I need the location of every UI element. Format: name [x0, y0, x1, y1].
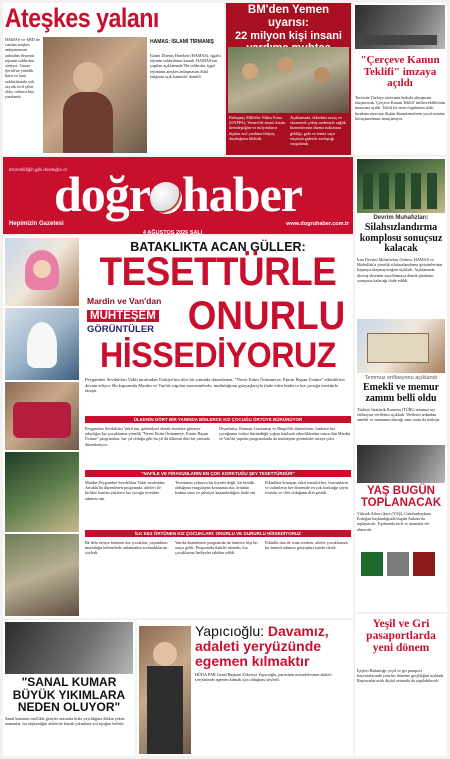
- main-col-b3: Etkinlikte konuşan vakıf temsilcileri, firavunların ve zalimlerin her dönemde en çok korktuğu şeyin tesettür ve iffet olduğunu dile getirdi.: [265, 480, 348, 496]
- top-left-story: [3, 3, 224, 155]
- main-photo-5: [5, 534, 79, 616]
- logo-globe-icon: [150, 182, 182, 214]
- yas-headline-1[interactable]: YAŞ BUGÜN: [367, 485, 435, 497]
- logo-pre: doğr: [54, 166, 150, 222]
- devrim-caption: Devrim Muhafızları:: [373, 215, 429, 221]
- main-headline-2[interactable]: ONURLU: [187, 294, 346, 338]
- top-left-sidebar-text: HAMAS ve ABD ile varılan ateşkes anlaşmasının ardından Siyonist rejimin saldırıları sürüyor. Gazze Şeridi'ne yönelik hava ve kara saldırılarında çok sayıda sivil şehit oldu, onlarca kişi yaralandı.: [5, 37, 41, 100]
- right-column: [355, 157, 447, 612]
- top-right-story: [353, 3, 447, 155]
- bottom-left-headline[interactable]: "SANAL KUMAR BÜYÜK YIKIMLARA NEDEN OLUYOR": [12, 675, 126, 714]
- main-col-a2: Diyarbakır, Batman, Gaziantep ve Bingöl'de düzenlenen, binlerce kız çocuğunun örtüye büründüğü yoğun katılımlı etkinliklerden sonra dün Mardin ve Van'da yapılan programlarda da muhteşem görüntüler ortaya çıktı.: [219, 426, 351, 442]
- main-subhead-1: ÜLKENİN DÖRT BİR YANINDA BİNLERCE KIZ ÇOCUĞU ÖRTÜYE BÜRÜNÜYOR: [85, 416, 351, 423]
- main-kicker: BATAKLIKTA ACAN GÜLLER:: [130, 240, 306, 254]
- yas-text: Yüksek Askeri Şura (YAŞ), Cumhurbaşkanı Erdoğan başkanlığında bugün Ankara'da toplanacak. Toplantıda terfi ve atamalar ele alınacak.: [357, 511, 431, 532]
- top-mid-headline-1[interactable]: BM'den Yemen uyarısı:: [247, 4, 330, 29]
- top-mid-headline-2[interactable]: 22 milyon kişi insani: [235, 30, 342, 42]
- devrim-photo: [357, 159, 445, 213]
- main-badge-2: MUHTEŞEM: [87, 310, 159, 322]
- bottom-mid-headline-2: adaleti yeryüzünde egemen kılmaktır: [195, 638, 322, 669]
- bottom-mid-text: HÜDA PAR Genel Başkanı Zekeriya Yapıcıoğlu, partisinin mücadelesinin adaleti yeryüzünde egemen kılmak için olduğunu söyledi.: [195, 672, 332, 683]
- emekli-kicker: Temmuz enflasyonu açıklandı: [364, 375, 438, 381]
- main-headline-3[interactable]: HİSSEDİYORUZ: [99, 336, 337, 375]
- top-mid-story: [226, 3, 351, 155]
- main-story: [3, 236, 353, 618]
- yas-photo: [357, 445, 445, 483]
- yas-headline-2[interactable]: TOPLANACAK: [360, 497, 442, 509]
- top-right-text: Terörsüz Türkiye sürecinin hukuki altyapısını oluşturacak 'Çerçeve Kanun Teklifi' milletvekillerinin imzasına açıldı. Teklif ile terör örgütünün silah bırakma sürecine ilişkin düzenlemelerin yasal zemine kavuşturulması amaçlanıyor.: [355, 95, 445, 121]
- bottom-mid-headline[interactable]: [195, 624, 351, 669]
- main-col-a1: Peygamber Sevdalıları Vakfı'nın, geleneksel olarak tesettüre girmeye adaylığın kız çocuklarına yönelik "Nevet Ettim Örtünmeye, Emrin Başım Üstüne" programları, her yıl olduğu gibi bu yıl da ülkenin dört bir yanında düzenleniyor.: [85, 426, 210, 447]
- main-col-c3: Etkinlik dua ile sona ererken, aileler çocuklarının bu önemli adımını gözyaşları içinde izledi.: [265, 540, 348, 551]
- bottom-mid-story: [137, 620, 353, 756]
- main-headline-1[interactable]: TESETTÜRLE: [99, 250, 337, 294]
- devrim-headline[interactable]: Silahsızlandırma komplosu sonuçsuz kalacak: [359, 222, 443, 254]
- top-left-caption-text: İslami Direniş Hareketi (HAMAS), işgalci rejimin saldırılarını kınadı. HAMAS'tan yapılan açıklamada 'Bu saldırılar, işgal rejiminin ateşkes anlaşmasını ihlal ettiğinin açık kanıtıdır' denildi.: [150, 53, 222, 79]
- main-col-c1: İlk defa örtüye bürünen kız çocukları, yaşadıkları mutluluğu kelimelerle anlatmakta zorlandıklarını söyledi.: [85, 540, 168, 556]
- top-left-caption-title: HAMAS: İSLAMİ TİRMANIŞ: [150, 39, 214, 45]
- main-col-b1: Mardin Peygamber Sevdalıları Vakfı tarafından Artuklu'da düzenlenen programda, aileleri ile birlikte katılan yüzlerce kız çocuğu tesettüre adımını attı.: [85, 480, 165, 501]
- emekli-headline[interactable]: Emekli ve memur zammı belli oldu: [362, 382, 440, 404]
- emekli-photo: [357, 319, 445, 373]
- top-left-photo: [43, 37, 147, 153]
- masthead-slogan: Emredildiğin gibi dosdoğru ol: [9, 167, 67, 172]
- masthead: [3, 157, 353, 234]
- pasaport-photo: [357, 549, 445, 579]
- main-subhead-3: İLK KEZ ÖRTÜNEN KIZ ÇOCUKLARI: ONURLU VE GURURLU HİSSEDİYORUZ: [85, 530, 351, 537]
- bottom-mid-photo: [139, 626, 191, 754]
- main-subhead-2: "NAFİLE VE FİRAVUNLARIN EN ÇOK KORKTUĞU ŞEY TESETTÜRDÜR": [85, 470, 351, 477]
- bottom-left-story: [3, 620, 135, 756]
- main-badge-1: Mardin ve Van'dan: [87, 296, 162, 306]
- masthead-logo[interactable]: [9, 166, 347, 222]
- top-right-photo: [355, 5, 445, 49]
- main-badge-3: GÖRÜNTÜLER: [87, 324, 155, 335]
- main-col-c2: Van'da düzenlenen programda da binlerce kişi bir araya geldi. Programda ilahiler okundu, kız çocuklarına hediyeler takdim edildi.: [175, 540, 258, 556]
- top-right-headline[interactable]: "Çerçeve Kanun Teklifi" imzaya açıldı: [360, 54, 440, 89]
- masthead-website[interactable]: www.dogruhaber.com.tr: [286, 221, 349, 227]
- top-mid-photo: [228, 47, 349, 113]
- emekli-text: Türkiye İstatistik Kurumu (TÜİK) temmuz ayı enflasyon verilerini açıkladı. Verilerin ardından emekli ve memurun alacağı zam oranı da netleşti.: [357, 407, 441, 423]
- bottom-left-photo: [5, 622, 133, 674]
- devrim-text: İran Devrim Muhafızları Ordusu, HAMAS ve Hizbullah'a yönelik silahsızlandırma girişimlerinin başarıya ulaşmayacağını açıkladı. Açıklamada direniş eksenini zayıflatmaya dönük planların sonuçsuz kalacağı ifade edildi.: [357, 257, 443, 283]
- logo-post: haber: [182, 166, 302, 222]
- main-lead: Peygamber Sevdalıları Vakfı tarafından Türkiye'nin dört bir yanında düzenlenen, "Nevet Ettim Örtünmeye, Emrin Başım Üstüne" etkinlikleri devam ediyor. Bu kapsamda Mardin ve Van'da yapılan merasimlerde, mutluluğunu gözyaşlarıyla ifade eden binlerce kız çocuğu tesettürle tanıştı.: [85, 377, 345, 394]
- top-mid-caption-left: Birleşmiş Milletler Nüfus Fonu (UNFPA), Yemen'de insani krizin derinleştiğini ve milyonlarca kişinin acil yardıma ihtiyaç duyduğunu bildirdi.: [229, 115, 286, 141]
- masthead-date: 4 AĞUSTOS 2026 SALI: [143, 230, 203, 236]
- main-photo-strip: [3, 236, 81, 618]
- main-photo-3: [5, 382, 79, 450]
- main-photo-4: [5, 452, 79, 532]
- main-col-b2: Tesettürün yalnızca bir kıyafet değil, bir kimlik olduğunu vurgulayan konuşmacılar, örtünün kadına onur ve şahsiyet kazandırdığını ifade etti.: [175, 480, 257, 496]
- main-photo-2: [5, 308, 79, 380]
- bottom-mid-label: Yapıcıoğlu:: [195, 623, 265, 639]
- pasaport-headline[interactable]: Yeşil ve Gri pasaportlarda yeni dönem: [366, 618, 436, 654]
- bottom-mid-headline-1: Davamız,: [267, 623, 329, 639]
- top-left-headline[interactable]: Ateşkes yalanı: [4, 3, 159, 33]
- masthead-bar: [143, 221, 353, 236]
- masthead-tagline: Hepimizin Gazetesi: [9, 221, 64, 227]
- main-photo-1: [5, 238, 79, 306]
- bottom-left-text: Sanal kumarın özellikle gençler arasında hızla yayıldığına dikkat çeken uzmanlar, bu alışkanlığın ailelerde büyük yıkımlara yol açtığını belirtti.: [5, 716, 125, 727]
- bottom-right-story: [355, 614, 447, 756]
- pasaport-text: İçişleri Bakanlığı, yeşil ve gri pasaport başvurularında yeni bir döneme geçildiğini açıkladı. Başvurular artık dijital ortamda da yapılabilecek.: [357, 668, 445, 684]
- top-mid-caption-right: Açıklamada, ülkedeki savaş ve ekonomik çöküş nedeniyle sağlık hizmetlerinin durma noktasına geldiği, gıda ve temiz suya erişimin giderek zorlaştığı vurgulandı.: [290, 115, 346, 147]
